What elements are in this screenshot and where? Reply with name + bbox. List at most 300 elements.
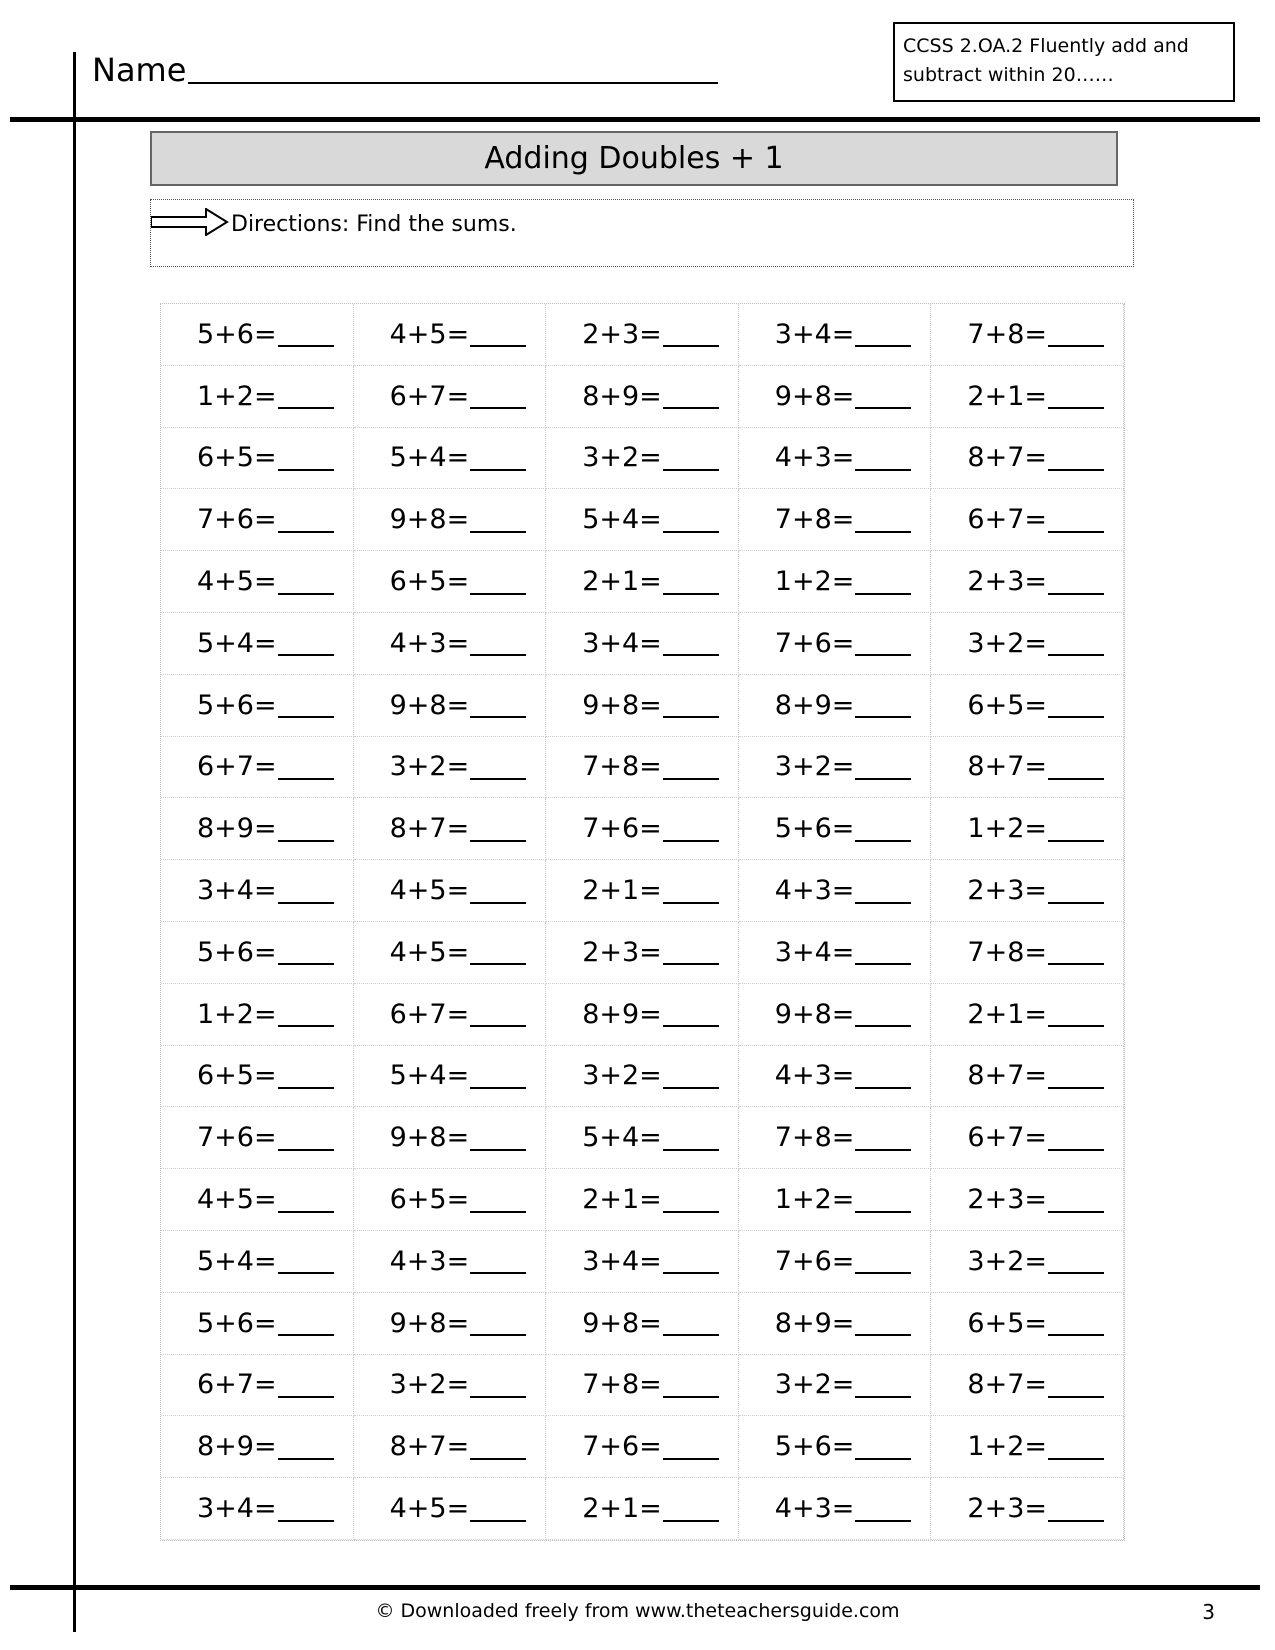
problem-cell (931, 1355, 1124, 1417)
answer-blank[interactable] (278, 569, 334, 595)
problem-cell (161, 984, 354, 1046)
problem-text: 6+5= (967, 689, 1047, 721)
answer-blank[interactable] (1048, 754, 1104, 780)
problem-cell (161, 922, 354, 984)
answer-blank[interactable] (663, 1063, 719, 1089)
problem-cell (739, 1107, 932, 1169)
answer-blank[interactable] (470, 692, 526, 718)
problem-text: 3+2= (967, 627, 1047, 659)
answer-blank[interactable] (470, 383, 526, 409)
problem-text: 3+4= (774, 936, 855, 968)
problem-text: 3+4= (197, 1493, 277, 1525)
answer-blank[interactable] (278, 507, 334, 533)
problem-text: 6+5= (389, 566, 470, 598)
problem-text: 5+6= (774, 1431, 855, 1463)
answer-blank[interactable] (663, 939, 719, 965)
name-label: Name (92, 51, 187, 89)
problem-cell (354, 613, 547, 675)
problem-cell (354, 366, 547, 428)
problem-cell (931, 366, 1124, 428)
answer-blank[interactable] (1048, 1310, 1104, 1336)
problem-cell (546, 922, 739, 984)
answer-blank[interactable] (855, 1310, 911, 1336)
problem-cell (739, 675, 932, 737)
answer-blank[interactable] (663, 569, 719, 595)
problem-cell (739, 551, 932, 613)
problem-text: 1+2= (967, 813, 1047, 845)
answer-blank[interactable] (470, 1187, 526, 1213)
problem-cell (931, 428, 1124, 490)
name-blank-line (188, 82, 718, 84)
answer-blank[interactable] (663, 1496, 719, 1522)
problem-cell (931, 551, 1124, 613)
problem-cell (161, 489, 354, 551)
answer-blank[interactable] (663, 692, 719, 718)
problem-text: 2+3= (582, 936, 662, 968)
problem-cell (931, 860, 1124, 922)
problem-text: 1+2= (197, 380, 277, 412)
problem-cell (354, 304, 547, 366)
problem-cell (931, 613, 1124, 675)
problem-text: 6+7= (967, 1122, 1047, 1154)
problem-text: 7+6= (774, 1245, 855, 1277)
problem-cell (354, 675, 547, 737)
directions-text: Directions: Find the sums. (231, 212, 517, 237)
answer-blank[interactable] (470, 1001, 526, 1027)
problem-text: 2+1= (582, 1184, 662, 1216)
problem-text: 7+8= (967, 318, 1047, 350)
problem-text: 7+8= (582, 751, 662, 783)
answer-blank[interactable] (470, 816, 526, 842)
problem-text: 6+5= (389, 1184, 470, 1216)
answer-blank[interactable] (470, 878, 526, 904)
problem-text: 6+7= (389, 998, 470, 1030)
answer-blank[interactable] (470, 445, 526, 471)
problem-text: 2+1= (582, 1493, 662, 1525)
problem-cell (739, 1478, 932, 1540)
answer-blank[interactable] (855, 569, 911, 595)
problem-cell (739, 922, 932, 984)
problem-text: 4+5= (389, 1493, 470, 1525)
problem-text: 5+6= (197, 1307, 277, 1339)
problem-text: 7+6= (197, 504, 277, 536)
problem-text: 5+4= (582, 1122, 662, 1154)
problem-cell (739, 1355, 932, 1417)
answer-blank[interactable] (470, 1248, 526, 1274)
problem-text: 1+2= (967, 1431, 1047, 1463)
answer-blank[interactable] (663, 1434, 719, 1460)
problem-text: 7+8= (582, 1369, 662, 1401)
answer-blank[interactable] (663, 507, 719, 533)
problem-cell (931, 1478, 1124, 1540)
answer-blank[interactable] (470, 1310, 526, 1336)
answer-blank[interactable] (855, 1248, 911, 1274)
worksheet-title: Adding Doubles + 1 (150, 131, 1118, 186)
answer-blank[interactable] (278, 878, 334, 904)
problem-text: 9+8= (582, 689, 662, 721)
answer-blank[interactable] (1048, 1063, 1104, 1089)
footer-rule (10, 1585, 1260, 1590)
problem-cell (161, 613, 354, 675)
answer-blank[interactable] (278, 939, 334, 965)
problem-text: 4+5= (389, 318, 470, 350)
answer-blank[interactable] (470, 1125, 526, 1151)
problem-text: 8+7= (967, 1369, 1047, 1401)
header-rule (10, 117, 1260, 122)
answer-blank[interactable] (278, 1248, 334, 1274)
problem-cell (546, 860, 739, 922)
problem-text: 7+6= (197, 1122, 277, 1154)
problem-text: 7+8= (774, 1122, 855, 1154)
problem-text: 5+4= (389, 1060, 470, 1092)
problem-cell (161, 1169, 354, 1231)
answer-blank[interactable] (855, 1372, 911, 1398)
problem-cell (931, 1107, 1124, 1169)
problem-cell (161, 737, 354, 799)
problem-cell (161, 428, 354, 490)
answer-blank[interactable] (470, 1496, 526, 1522)
answer-blank[interactable] (663, 1125, 719, 1151)
problem-cell (546, 613, 739, 675)
answer-blank[interactable] (1048, 1372, 1104, 1398)
problem-text: 3+4= (197, 875, 277, 907)
problem-text: 4+5= (197, 566, 277, 598)
problem-cell (546, 1169, 739, 1231)
problem-cell (354, 1169, 547, 1231)
answer-blank[interactable] (663, 1248, 719, 1274)
problem-cell (354, 489, 547, 551)
problem-text: 2+1= (582, 566, 662, 598)
problem-text: 4+5= (389, 875, 470, 907)
problem-text: 4+3= (774, 875, 855, 907)
problem-cell (161, 304, 354, 366)
problem-cell (161, 1416, 354, 1478)
answer-blank[interactable] (663, 816, 719, 842)
problem-cell (546, 489, 739, 551)
problem-text: 8+9= (774, 1307, 855, 1339)
answer-blank[interactable] (278, 383, 334, 409)
problem-text: 5+6= (197, 689, 277, 721)
problem-text: 4+5= (389, 936, 470, 968)
answer-blank[interactable] (278, 1001, 334, 1027)
answer-blank[interactable] (1048, 1496, 1104, 1522)
answer-blank[interactable] (1048, 507, 1104, 533)
answer-blank[interactable] (1048, 1187, 1104, 1213)
problem-cell (354, 737, 547, 799)
problem-cell (546, 1293, 739, 1355)
answer-blank[interactable] (855, 1001, 911, 1027)
problem-text: 7+6= (582, 1431, 662, 1463)
answer-blank[interactable] (470, 1372, 526, 1398)
answer-blank[interactable] (663, 1001, 719, 1027)
problem-text: 3+2= (774, 751, 855, 783)
problem-cell (354, 1355, 547, 1417)
problem-text: 7+8= (774, 504, 855, 536)
answer-blank[interactable] (855, 1125, 911, 1151)
answer-blank[interactable] (855, 445, 911, 471)
margin-vertical-rule (73, 52, 76, 1632)
problem-cell (739, 798, 932, 860)
answer-blank[interactable] (1048, 383, 1104, 409)
problem-text: 2+1= (967, 380, 1047, 412)
answer-blank[interactable] (855, 383, 911, 409)
problem-cell (931, 737, 1124, 799)
problem-text: 5+4= (197, 627, 277, 659)
answer-blank[interactable] (470, 507, 526, 533)
problem-cell (354, 551, 547, 613)
answer-blank[interactable] (1048, 939, 1104, 965)
problem-text: 2+3= (967, 1493, 1047, 1525)
problem-cell (354, 1231, 547, 1293)
answer-blank[interactable] (855, 1063, 911, 1089)
problem-cell (546, 1416, 739, 1478)
problem-cell (931, 922, 1124, 984)
answer-blank[interactable] (855, 1496, 911, 1522)
problem-text: 2+1= (582, 875, 662, 907)
problem-text: 7+6= (774, 627, 855, 659)
answer-blank[interactable] (470, 630, 526, 656)
answer-blank[interactable] (1048, 321, 1104, 347)
answer-blank[interactable] (663, 878, 719, 904)
problem-cell (931, 675, 1124, 737)
problem-cell (161, 1355, 354, 1417)
answer-blank[interactable] (278, 1434, 334, 1460)
answer-blank[interactable] (278, 754, 334, 780)
answer-blank[interactable] (663, 1187, 719, 1213)
problem-text: 5+4= (582, 504, 662, 536)
problem-text: 3+2= (389, 751, 470, 783)
answer-blank[interactable] (855, 630, 911, 656)
problem-cell (931, 1046, 1124, 1108)
problem-text: 4+5= (197, 1184, 277, 1216)
problem-cell (546, 675, 739, 737)
problem-cell (546, 1046, 739, 1108)
problem-text: 2+3= (967, 566, 1047, 598)
answer-blank[interactable] (278, 1310, 334, 1336)
answer-blank[interactable] (1048, 878, 1104, 904)
problem-text: 8+9= (197, 813, 277, 845)
answer-blank[interactable] (1048, 1125, 1104, 1151)
problem-text: 8+9= (582, 998, 662, 1030)
answer-blank[interactable] (663, 754, 719, 780)
answer-blank[interactable] (1048, 692, 1104, 718)
answer-blank[interactable] (278, 445, 334, 471)
problem-text: 6+7= (197, 751, 277, 783)
problem-cell (354, 1416, 547, 1478)
problem-cell (161, 551, 354, 613)
problem-cell (739, 1416, 932, 1478)
problem-text: 1+2= (774, 1184, 855, 1216)
answer-blank[interactable] (855, 939, 911, 965)
answer-blank[interactable] (663, 321, 719, 347)
answer-blank[interactable] (278, 692, 334, 718)
problem-text: 4+3= (774, 442, 855, 474)
answer-blank[interactable] (855, 754, 911, 780)
problem-cell (354, 798, 547, 860)
answer-blank[interactable] (1048, 1434, 1104, 1460)
answer-blank[interactable] (278, 816, 334, 842)
problem-cell (546, 1107, 739, 1169)
problem-text: 5+4= (197, 1245, 277, 1277)
problem-cell (161, 366, 354, 428)
problem-text: 2+1= (967, 998, 1047, 1030)
answer-blank[interactable] (278, 1125, 334, 1151)
answer-blank[interactable] (278, 321, 334, 347)
answer-blank[interactable] (1048, 630, 1104, 656)
page-number: 3 (1202, 1600, 1215, 1624)
problem-text: 9+8= (389, 1122, 470, 1154)
answer-blank[interactable] (470, 939, 526, 965)
problem-cell (354, 1478, 547, 1540)
answer-blank[interactable] (663, 383, 719, 409)
problem-cell (931, 1416, 1124, 1478)
problem-cell (354, 1046, 547, 1108)
problem-text: 8+7= (389, 813, 470, 845)
problem-text: 5+6= (197, 318, 277, 350)
problem-cell (546, 1355, 739, 1417)
problem-cell (739, 613, 932, 675)
problem-text: 9+8= (389, 504, 470, 536)
problem-cell (739, 860, 932, 922)
problem-text: 3+2= (774, 1369, 855, 1401)
problem-cell (546, 366, 739, 428)
problem-text: 9+8= (389, 689, 470, 721)
problem-cell (161, 1231, 354, 1293)
problem-cell (739, 1293, 932, 1355)
answer-blank[interactable] (855, 878, 911, 904)
problem-cell (739, 304, 932, 366)
answer-blank[interactable] (1048, 569, 1104, 595)
problem-cell (931, 1169, 1124, 1231)
answer-blank[interactable] (470, 1063, 526, 1089)
answer-blank[interactable] (278, 1187, 334, 1213)
problem-text: 9+8= (582, 1307, 662, 1339)
problem-text: 8+7= (967, 751, 1047, 783)
arrow-right-icon (151, 208, 229, 236)
answer-blank[interactable] (855, 1187, 911, 1213)
problem-cell (546, 737, 739, 799)
problem-text: 3+2= (389, 1369, 470, 1401)
problem-cell (546, 798, 739, 860)
answer-blank[interactable] (1048, 1248, 1104, 1274)
problem-cell (739, 984, 932, 1046)
answer-blank[interactable] (470, 569, 526, 595)
problem-text: 5+6= (197, 936, 277, 968)
answer-blank[interactable] (663, 1310, 719, 1336)
problem-cell (354, 1293, 547, 1355)
problem-cell (161, 860, 354, 922)
problem-cell (739, 428, 932, 490)
problem-cell (931, 304, 1124, 366)
problem-grid (160, 303, 1125, 1541)
problem-text: 7+8= (967, 936, 1047, 968)
problem-text: 3+2= (582, 442, 662, 474)
problem-cell (354, 1107, 547, 1169)
answer-blank[interactable] (663, 1372, 719, 1398)
problem-text: 3+4= (582, 1245, 662, 1277)
problem-text: 5+6= (774, 813, 855, 845)
problem-text: 9+8= (389, 1307, 470, 1339)
problem-text: 8+7= (967, 442, 1047, 474)
problem-text: 2+3= (967, 1184, 1047, 1216)
problem-text: 4+3= (389, 1245, 470, 1277)
problem-text: 4+3= (774, 1060, 855, 1092)
problem-text: 3+2= (582, 1060, 662, 1092)
problem-text: 8+9= (774, 689, 855, 721)
problem-cell (354, 428, 547, 490)
problem-cell (546, 304, 739, 366)
answer-blank[interactable] (278, 630, 334, 656)
problem-cell (546, 1478, 739, 1540)
problem-text: 4+3= (774, 1493, 855, 1525)
answer-blank[interactable] (855, 692, 911, 718)
standard-box: CCSS 2.OA.2 Fluently add and subtract within 20…… (893, 22, 1235, 102)
problem-cell (739, 1046, 932, 1108)
problem-text: 8+7= (967, 1060, 1047, 1092)
problem-cell (354, 922, 547, 984)
problem-cell (546, 428, 739, 490)
answer-blank[interactable] (855, 1434, 911, 1460)
problem-cell (546, 551, 739, 613)
problem-text: 6+7= (197, 1369, 277, 1401)
answer-blank[interactable] (855, 507, 911, 533)
problem-text: 1+2= (197, 998, 277, 1030)
answer-blank[interactable] (470, 321, 526, 347)
problem-cell (739, 1231, 932, 1293)
problem-text: 9+8= (774, 998, 855, 1030)
problem-text: 2+3= (967, 875, 1047, 907)
problem-cell (161, 1478, 354, 1540)
answer-blank[interactable] (278, 1496, 334, 1522)
problem-text: 7+6= (582, 813, 662, 845)
problem-text: 3+4= (774, 318, 855, 350)
problem-text: 4+3= (389, 627, 470, 659)
answer-blank[interactable] (663, 630, 719, 656)
problem-cell (931, 1293, 1124, 1355)
problem-cell (739, 1169, 932, 1231)
problem-text: 3+4= (582, 627, 662, 659)
problem-text: 6+7= (967, 504, 1047, 536)
answer-blank[interactable] (855, 816, 911, 842)
answer-blank[interactable] (1048, 816, 1104, 842)
problem-cell (931, 798, 1124, 860)
answer-blank[interactable] (855, 321, 911, 347)
answer-blank[interactable] (663, 445, 719, 471)
problem-text: 6+5= (197, 1060, 277, 1092)
problem-cell (739, 737, 932, 799)
footer-credit: © Downloaded freely from www.theteachersguide.com (375, 1600, 900, 1622)
answer-blank[interactable] (278, 1372, 334, 1398)
problem-text: 6+5= (967, 1307, 1047, 1339)
problem-text: 2+3= (582, 318, 662, 350)
answer-blank[interactable] (470, 1434, 526, 1460)
problem-cell (161, 798, 354, 860)
answer-blank[interactable] (1048, 1001, 1104, 1027)
problem-text: 8+7= (389, 1431, 470, 1463)
answer-blank[interactable] (1048, 445, 1104, 471)
answer-blank[interactable] (278, 1063, 334, 1089)
problem-text: 8+9= (582, 380, 662, 412)
answer-blank[interactable] (470, 754, 526, 780)
problem-text: 6+7= (389, 380, 470, 412)
problem-cell (931, 489, 1124, 551)
problem-cell (546, 984, 739, 1046)
problem-cell (739, 366, 932, 428)
problem-cell (931, 984, 1124, 1046)
problem-cell (546, 1231, 739, 1293)
directions-box (150, 199, 1134, 267)
problem-text: 8+9= (197, 1431, 277, 1463)
